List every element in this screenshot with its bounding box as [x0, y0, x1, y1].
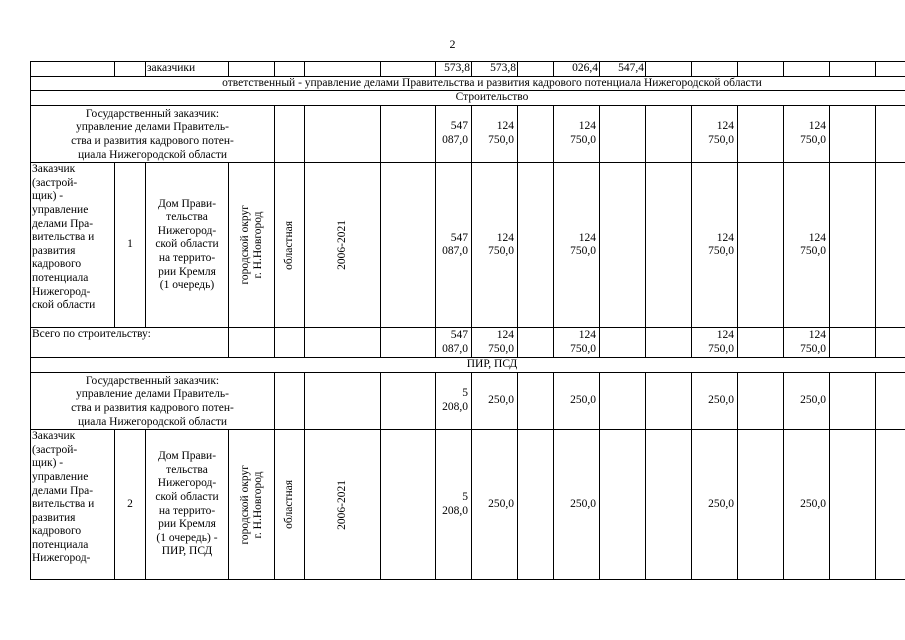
section-title: Строительство: [31, 91, 905, 106]
responsible-line: ответственный - управление делами Правительства и развития кадрового потенциала Нижегородской области: [31, 76, 905, 91]
item-index: 2: [115, 430, 146, 580]
item-level: областная: [283, 220, 295, 270]
cell-value: 250,0: [784, 372, 830, 429]
item-years: 2006-2021: [336, 479, 348, 530]
table-row: [31, 62, 905, 77]
item-object: Дом Прави- тельства Нижегород- ской области на террито- рии Кремля (1 очередь) - ПИР, ПСД: [146, 430, 229, 580]
cell-value: 547 087,0: [436, 328, 472, 358]
item-index: 1: [115, 163, 146, 328]
table-row: [31, 430, 905, 580]
cell-value: 124 750,0: [554, 328, 600, 358]
table-row: [31, 163, 905, 328]
cell-value: 124 750,0: [472, 328, 518, 358]
section-title: ПИР, ПСД: [31, 358, 905, 373]
cell-value: 124 750,0: [784, 163, 830, 328]
cell-value: 5 208,0: [436, 372, 472, 429]
table-row: [31, 105, 905, 162]
item-customer: Заказчик (застрой- щик) - управление делами Пра- вительства и развития кадрового потенциала Нижегород-: [32, 430, 95, 565]
cell-value: 250,0: [554, 372, 600, 429]
cell-value: 547,4: [600, 62, 646, 77]
item-object: Дом Прави- тельства Нижегород- ской области на террито- рии Кремля (1 очередь): [146, 163, 229, 328]
cell-value: 250,0: [692, 430, 738, 580]
cell-value: 5 208,0: [436, 430, 472, 580]
cell-value: 124 750,0: [472, 163, 518, 328]
item-customer: Заказчик (застрой- щик) - управление делами Пра- вительства и развития кадрового потенциала Нижегород- ской области: [32, 163, 96, 312]
table-row: [31, 372, 905, 429]
item-location: городской округ г. Н.Новгород: [238, 464, 264, 545]
table-row: [31, 328, 905, 358]
item-years: 2006-2021: [336, 220, 348, 271]
total-label: Всего по строительству:: [31, 328, 229, 358]
cell-value: 547 087,0: [436, 105, 472, 162]
cell-value: 124 750,0: [784, 105, 830, 162]
cell-value: 250,0: [472, 430, 518, 580]
table-row: [31, 358, 905, 373]
cell-value: 124 750,0: [692, 328, 738, 358]
cell-value: 250,0: [692, 372, 738, 429]
table-row: [31, 76, 905, 91]
table-row: [31, 91, 905, 106]
cell-value: 124 750,0: [784, 328, 830, 358]
item-level: областная: [283, 480, 295, 530]
budget-table: [30, 61, 905, 580]
cell-value: 124 750,0: [472, 105, 518, 162]
item-location: городской округ г. Н.Новгород: [238, 205, 264, 285]
cell-value: 124 750,0: [692, 163, 738, 328]
cell-value: 124 750,0: [554, 163, 600, 328]
cell-value: 573,8: [472, 62, 518, 77]
cell-value: 573,8: [436, 62, 472, 77]
cell-value: 250,0: [554, 430, 600, 580]
cell-value: 250,0: [784, 430, 830, 580]
cell-value: 124 750,0: [554, 105, 600, 162]
cell-value: 250,0: [472, 372, 518, 429]
cell-value: 124 750,0: [692, 105, 738, 162]
page-number: 2: [449, 37, 456, 51]
gov-customer: Государственный заказчик: управление делами Правитель- ства и развития кадрового потен- циала Нижегородской области: [71, 374, 234, 428]
cell-label: заказчики: [146, 62, 229, 77]
gov-customer: Государственный заказчик: управление делами Правитель- ства и развития кадрового потен- циала Нижегородской области: [71, 107, 234, 161]
cell-value: 547 087,0: [436, 163, 472, 328]
cell-value: 026,4: [554, 62, 600, 77]
